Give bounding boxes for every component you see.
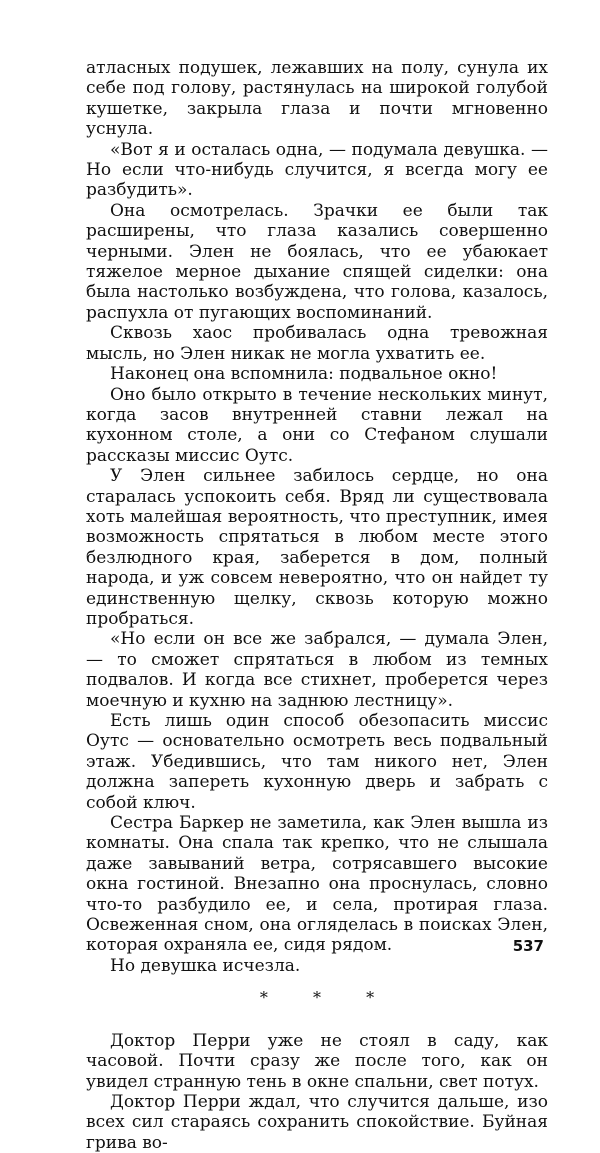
paragraph: «Но если он все же забрался, — думала Элен, — то сможет спрятаться в любом из темных подвалов. И когда все стихнет, проберется через моечную и кухню на заднюю лестницу».	[86, 629, 548, 711]
paragraph: Она осмотрелась. Зрачки ее были так расширены, что глаза казались совершенно черными. Элен не боялась, что ее убаюкает тяжелое мерное дыхание спящей сиделки: она была настолько возбуждена, что голова, казалось, распухла от пугающих воспоминаний.	[86, 200, 548, 323]
page-number: 537	[512, 937, 544, 955]
text-section-main	[86, 58, 548, 976]
paragraph: Доктор Перри ждал, что случится дальше, изо всех сил стараясь сохранить спокойствие. Буйная грива во-	[86, 1091, 548, 1153]
paragraph: У Элен сильнее забилось сердце, но она старалась успокоить себя. Вряд ли существовала хоть малейшая вероятность, что преступник, имея возможность спрятаться в любом месте этого безлюдного края, заберется в дом, полный народа, и уж совсем невероятно, что он найдет ту единственную щелку, сквозь которую можно пробраться.	[86, 466, 548, 629]
section-separator: * * *	[259, 988, 395, 1008]
paragraph: Наконец она вспомнила: подвальное окно!	[110, 364, 498, 385]
paragraph: «Вот я и осталась одна, — подумала девушка. — Но если что-нибудь случится, я всегда могу ее разбудить».	[86, 139, 548, 201]
paragraph: Доктор Перри уже не стоял в саду, как часовой. Почти сразу же после того, как он увидел странную тень в окне спальни, свет потух.	[86, 1030, 548, 1092]
book-page-text	[86, 58, 548, 1153]
paragraph: Есть лишь один способ обезопасить миссис Оутс — основательно осмотреть весь подвальный этаж. Убедившись, что там никого нет, Элен должна запереть кухонную дверь и забрать с собой ключ.	[86, 711, 548, 813]
paragraph: Сквозь хаос пробивалась одна тревожная мысль, но Элен никак не могла ухватить ее.	[86, 323, 548, 364]
paragraph: Сестра Баркер не заметила, как Элен вышла из комнаты. Она спала так крепко, что не слышала даже завываний ветра, сотрясавшего высокие окна гостиной. Внезапно она проснулась, словно что-то разбудило ее, и села, протирая глаза. Освеженная сном, она огляделась в поисках Элен, которая охраняла ее, сидя рядом.	[86, 813, 548, 956]
paragraph: Но девушка исчезла.	[110, 955, 301, 976]
text-section-continuation	[86, 1031, 548, 1153]
paragraph: атласных подушек, лежавших на полу, сунула их себе под голову, растянулась на широкой голубой кушетке, закрыла глаза и почти мгновенно уснула.	[86, 58, 548, 140]
paragraph: Оно было открыто в течение нескольких минут, когда засов внутренней ставни лежал на кухонном столе, а они со Стефаном слушали рассказы миссис Оутс.	[86, 384, 548, 466]
